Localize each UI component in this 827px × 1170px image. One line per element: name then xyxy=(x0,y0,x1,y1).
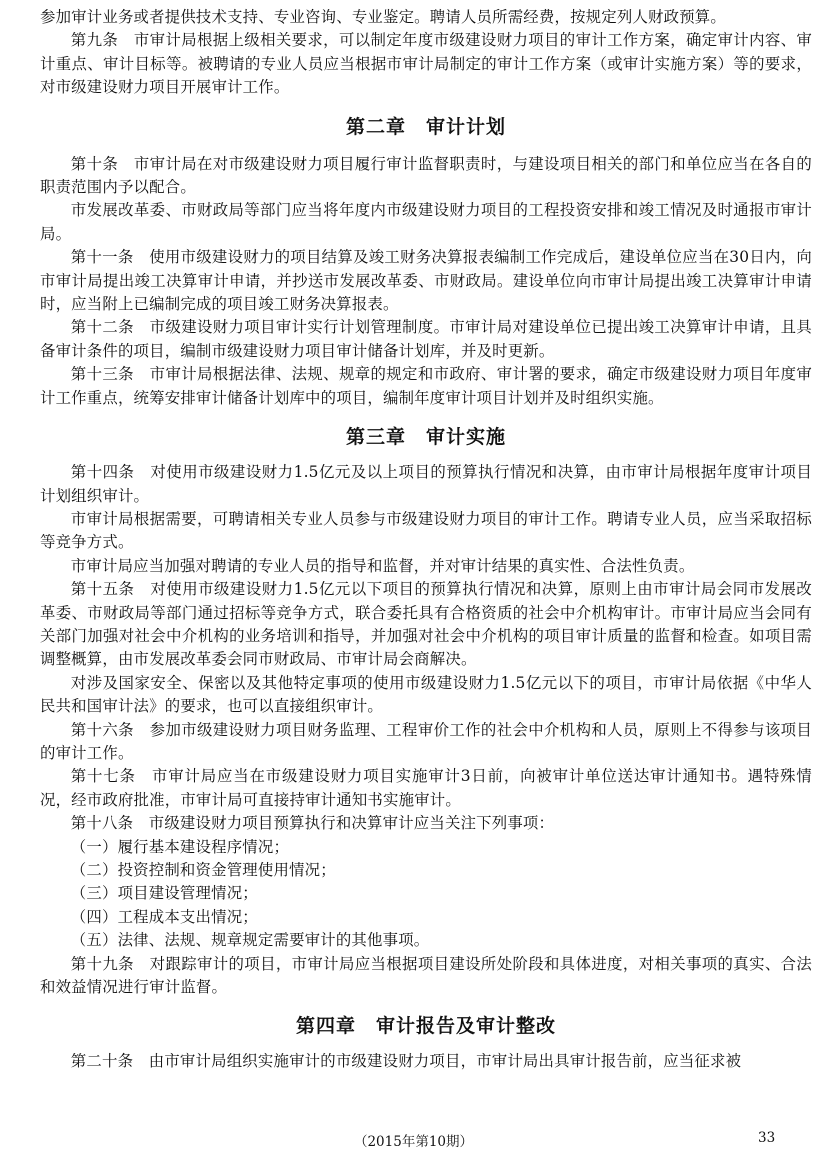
paragraph: 市发展改革委、市财政局等部门应当将年度内市级建设财力项目的工程投资安排和竣工情况及时通报市审计局。 xyxy=(40,201,812,243)
article-12: 第十二条 市级建设财力项目审计实行计划管理制度。市审计局对建设单位已提出竣工决算审计申请，且具备审计条件的项目，编制市级建设财力项目审计储备计划库，并及时更新。 xyxy=(40,318,812,360)
article-18: 第十八条 市级建设财力项目预算执行和决算审计应当关注下列事项： xyxy=(70,814,555,833)
list-item: （一）履行基本建设程序情况； xyxy=(70,837,290,856)
chapter-4-heading: 第四章 审计报告及审计整改 xyxy=(295,1015,556,1038)
paragraph: 对涉及国家安全、保密以及其他特定事项的使用市级建设财力1.5亿元以下的项目，市审计局依据《中华人民共和国审计法》的要求，也可以直接组织审计。 xyxy=(40,673,812,716)
article-11: 第十一条 使用市级建设财力的项目结算及竣工财务决算报表编制工作完成后，建设单位应当在30日内，向市审计局提出竣工决算审计申请，并抄送市发展改革委、市财政局。建设单位向市审计局提出竣工决算审计申请时，应当附上已编制完成的项目竣工财务决算报表。 xyxy=(40,248,812,314)
article-17: 第十七条 市审计局应当在市级建设财力项目实施审计3日前，向被审计单位送达审计通知书。遇特殊情况，经市政府批准，市审计局可直接持审计通知书实施审计。 xyxy=(40,767,812,809)
paragraph: 参加审计业务或者提供技术支持、专业咨询、专业鉴定。聘请人员所需经费，按规定列人财政预算。 xyxy=(40,8,726,26)
list-item: （五）法律、法规、规章规定需要审计的其他事项。 xyxy=(70,931,430,950)
page-number: 33 xyxy=(758,1130,776,1146)
list-item: （三）项目建设管理情况； xyxy=(70,884,258,903)
article-15: 第十五条 对使用市级建设财力1.5亿元以下项目的预算执行情况和决算，原则上由市审计局会同市发展改革委、市财政局等部门通过招标等竞争方式，联合委托具有合格资质的社会中介机构审计。市审计局应当会同有关部门加强对社会中介机构的业务培训和指导，并加强对社会中介机构的项目审计质量的监督和检查。如项目需调整概算，由市发展改革委会同市财政局、市审计局会商解决。 xyxy=(40,580,812,669)
article-19: 第十九条 对跟踪审计的项目，市审计局应当根据项目建设所处阶段和具体进度，对相关事项的真实、合法和效益情况进行审计监督。 xyxy=(40,954,812,997)
page-footer xyxy=(0,1130,827,1152)
paragraph: 市审计局根据需要，可聘请相关专业人员参与市级建设财力项目的审计工作。聘请专业人员，应当采取招标等竞争方式。 xyxy=(40,509,812,552)
article-16: 第十六条 参加市级建设财力项目财务监理、工程审价工作的社会中介机构和人员，原则上不得参与该项目的审计工作。 xyxy=(40,720,812,762)
list-item: （四）工程成本支出情况； xyxy=(70,907,258,926)
paragraph: 市审计局应当加强对聘请的专业人员的指导和监督，并对审计结果的真实性、合法性负责。 xyxy=(70,556,695,575)
article-9: 第九条 市审计局根据上级相关要求，可以制定年度市级建设财力项目的审计工作方案，确定审计内容、审计重点、审计目标等。被聘请的专业人员应当根据市审计局制定的审计工作方案（或审计实施方案）等的要求，对市级建设财力项目开展审计工作。 xyxy=(40,31,812,97)
issue-label: （2015年第10期） xyxy=(353,1134,474,1150)
chapter-3-heading: 第三章 审计实施 xyxy=(345,426,506,449)
document-page xyxy=(40,6,812,1074)
article-14: 第十四条 对使用市级建设财力1.5亿元及以上项目的预算执行情况和决算，由市审计局根据年度审计项目计划组织审计。 xyxy=(40,463,812,505)
article-20: 第二十条 由市审计局组织实施审计的市级建设财力项目，市审计局出具审计报告前，应当征求被 xyxy=(70,1052,742,1071)
chapter-2-heading: 第二章 审计计划 xyxy=(345,115,506,138)
list-item: （二）投资控制和资金管理使用情况； xyxy=(70,861,336,879)
article-10: 第十条 市审计局在对市级建设财力项目履行审计监督职责时，与建设项目相关的部门和单位应当在各自的职责范围内予以配合。 xyxy=(40,154,812,197)
article-13: 第十三条 市审计局根据法律、法规、规章的规定和市政府、审计署的要求，确定市级建设财力项目年度审计工作重点，统筹安排审计储备计划库中的项目，编制年度审计项目计划并及时组织实施。 xyxy=(40,365,812,407)
